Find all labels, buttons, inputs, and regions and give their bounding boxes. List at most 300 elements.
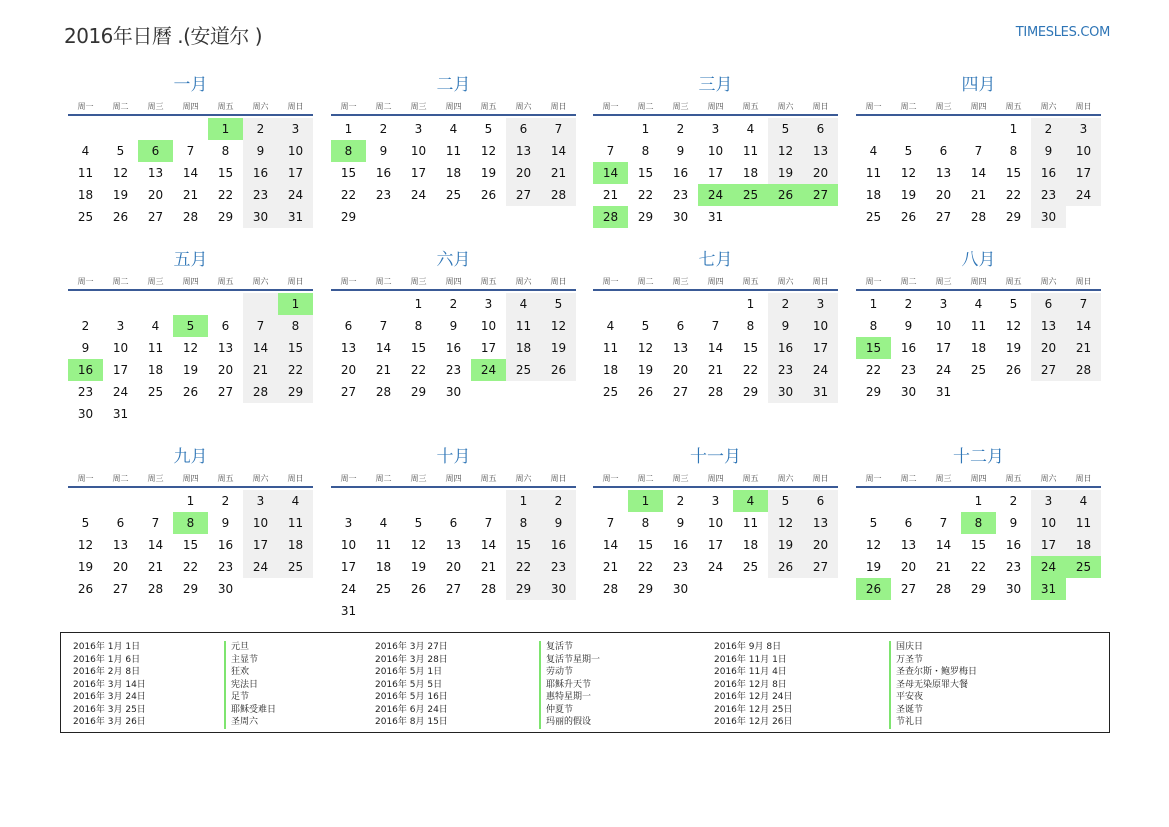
day-cell: 30	[777, 385, 794, 399]
day-cell: 8	[221, 144, 230, 158]
day-cell: 22	[217, 188, 234, 202]
day-cell: 3	[939, 297, 948, 311]
day-cell: 9	[904, 319, 913, 333]
day-cell: 3	[816, 297, 825, 311]
day-cell: 7	[974, 144, 983, 158]
day-cell: 14	[480, 538, 497, 552]
day-cell: 3	[1044, 494, 1053, 508]
day-cell: 25	[515, 363, 532, 377]
day-cell: 3	[711, 122, 720, 136]
month-name: 十一月	[690, 447, 741, 467]
day-cell: 29	[742, 385, 759, 399]
day-cell: 6	[939, 144, 948, 158]
day-cell: 21	[602, 188, 619, 202]
day-cell: 8	[1009, 144, 1018, 158]
weekday-label: 周三	[147, 102, 164, 111]
month-name: 十月	[436, 447, 471, 467]
day-cell: 8	[641, 144, 650, 158]
day-cell: 19	[480, 166, 497, 180]
day-cell: 29	[515, 582, 532, 596]
day-cell: 27	[812, 560, 829, 574]
day-cell: 21	[375, 363, 392, 377]
site-logo[interactable]: TIMESLES.COM	[1015, 25, 1110, 40]
weekday-label: 周五	[742, 277, 759, 286]
day-cell: 3	[711, 494, 720, 508]
day-cell: 22	[1005, 188, 1022, 202]
weekday-label: 周五	[217, 277, 234, 286]
day-cell: 31	[287, 210, 304, 224]
holiday-day-cell: 1	[208, 118, 243, 140]
day-cell: 26	[550, 363, 567, 377]
day-cell: 10	[812, 319, 829, 333]
weekday-label: 周一	[865, 474, 882, 483]
day-cell: 26	[900, 210, 917, 224]
day-cell: 17	[812, 341, 829, 355]
weekday-label: 周三	[410, 277, 427, 286]
holiday-day-cell: 24	[1031, 556, 1066, 578]
weekday-rule	[68, 289, 313, 291]
weekday-label: 周六	[515, 102, 532, 111]
holiday-name: 元旦	[231, 642, 250, 652]
day-cell: 4	[606, 319, 615, 333]
day-cell: 11	[742, 516, 759, 530]
weekday-label: 周三	[147, 474, 164, 483]
day-cell: 26	[112, 210, 129, 224]
page-title: 2016年日曆 .(安道尔 )	[64, 24, 263, 48]
day-cell: 20	[147, 188, 164, 202]
day-cell: 8	[291, 319, 300, 333]
holiday-date: 2016年 9月 8日	[714, 642, 782, 652]
holiday-date: 2016年 3月 24日	[73, 692, 146, 702]
weekday-label: 周六	[252, 277, 269, 286]
day-cell: 9	[379, 144, 388, 158]
weekday-label: 周日	[1075, 277, 1092, 286]
holiday-name: 玛丽的假设	[546, 717, 592, 727]
day-cell: 8	[414, 319, 423, 333]
day-cell: 17	[935, 341, 952, 355]
day-cell: 5	[641, 319, 650, 333]
day-cell: 1	[641, 122, 650, 136]
day-cell: 24	[252, 560, 269, 574]
day-cell: 5	[781, 494, 790, 508]
holiday-name: 复活节星期一	[546, 654, 601, 665]
holiday-date: 2016年 5月 16日	[375, 692, 448, 702]
day-cell: 27	[900, 582, 917, 596]
day-cell: 13	[445, 538, 462, 552]
day-cell: 15	[340, 166, 357, 180]
weekday-label: 周六	[252, 474, 269, 483]
day-cell: 27	[515, 188, 532, 202]
day-cell: 7	[379, 319, 388, 333]
day-cell: 21	[147, 560, 164, 574]
weekday-label: 周一	[340, 277, 357, 286]
weekday-label: 周日	[550, 474, 567, 483]
day-cell: 14	[935, 538, 952, 552]
day-cell: 16	[252, 166, 269, 180]
month-name: 六月	[436, 250, 471, 270]
day-cell: 18	[602, 363, 619, 377]
day-cell: 20	[445, 560, 462, 574]
weekday-label: 周六	[252, 102, 269, 111]
holiday-name: 仲夏节	[546, 704, 574, 715]
weekday-label: 周三	[935, 474, 952, 483]
weekday-label: 周二	[375, 277, 392, 286]
weekday-label: 周四	[970, 102, 987, 111]
day-cell: 13	[812, 516, 829, 530]
day-cell: 25	[445, 188, 462, 202]
weekday-label: 周五	[742, 474, 759, 483]
holiday-date: 2016年 3月 26日	[73, 717, 146, 727]
day-cell: 12	[777, 516, 794, 530]
day-cell: 10	[1040, 516, 1057, 530]
day-cell: 30	[900, 385, 917, 399]
day-cell: 25	[147, 385, 164, 399]
day-cell: 5	[904, 144, 913, 158]
weekday-rule	[856, 289, 1101, 291]
day-cell: 28	[182, 210, 199, 224]
day-cell: 10	[410, 144, 427, 158]
holiday-day-cell: 5	[173, 315, 208, 337]
month-name: 一月	[173, 75, 208, 95]
day-cell: 17	[480, 341, 497, 355]
day-cell: 20	[112, 560, 129, 574]
day-cell: 22	[410, 363, 427, 377]
weekday-label: 周四	[707, 102, 724, 111]
holiday-name: 耶稣受难日	[231, 704, 277, 715]
month-name: 五月	[173, 250, 208, 270]
holiday-name: 惠特星期一	[546, 692, 592, 702]
holiday-name: 耶稣升天节	[546, 679, 592, 690]
day-cell: 19	[410, 560, 427, 574]
day-cell: 28	[375, 385, 392, 399]
weekday-rule	[593, 486, 838, 488]
day-cell: 2	[221, 494, 230, 508]
day-cell: 7	[606, 144, 615, 158]
day-cell: 21	[480, 560, 497, 574]
holiday-name: 圣查尔斯・鲍罗梅日	[896, 667, 978, 677]
day-cell: 28	[252, 385, 269, 399]
day-cell: 21	[550, 166, 567, 180]
weekday-label: 周五	[1005, 277, 1022, 286]
day-cell: 10	[340, 538, 357, 552]
day-cell: 30	[77, 407, 94, 421]
weekday-label: 周六	[777, 474, 794, 483]
day-cell: 30	[672, 582, 689, 596]
holiday-list	[60, 632, 1110, 733]
weekday-label: 周日	[812, 474, 829, 483]
day-cell: 30	[672, 210, 689, 224]
holiday-name: 圣周六	[231, 717, 259, 727]
holiday-day-cell: 24	[698, 184, 733, 206]
day-cell: 30	[550, 582, 567, 596]
holiday-date: 2016年 12月 25日	[714, 704, 793, 715]
day-cell: 31	[812, 385, 829, 399]
day-cell: 4	[379, 516, 388, 530]
day-cell: 13	[217, 341, 234, 355]
weekday-label: 周五	[1005, 474, 1022, 483]
day-cell: 4	[81, 144, 90, 158]
day-cell: 27	[445, 582, 462, 596]
weekday-label: 周四	[182, 277, 199, 286]
holiday-name: 万圣节	[896, 654, 924, 665]
month-name: 九月	[173, 447, 208, 467]
weekday-label: 周三	[410, 102, 427, 111]
weekday-label: 周五	[742, 102, 759, 111]
weekday-label: 周二	[900, 102, 917, 111]
day-cell: 17	[340, 560, 357, 574]
day-cell: 18	[445, 166, 462, 180]
weekday-label: 周日	[287, 102, 304, 111]
day-cell: 5	[781, 122, 790, 136]
day-cell: 7	[606, 516, 615, 530]
weekday-label: 周三	[672, 102, 689, 111]
weekday-label: 周日	[287, 277, 304, 286]
day-cell: 1	[1009, 122, 1018, 136]
day-cell: 28	[935, 582, 952, 596]
day-cell: 18	[287, 538, 304, 552]
weekday-label: 周五	[217, 474, 234, 483]
holiday-dates-col-3	[714, 641, 793, 729]
day-cell: 27	[217, 385, 234, 399]
day-cell: 27	[112, 582, 129, 596]
day-cell: 2	[554, 494, 563, 508]
weekday-rule	[593, 289, 838, 291]
day-cell: 16	[777, 341, 794, 355]
day-cell: 29	[865, 385, 882, 399]
day-cell: 6	[449, 516, 458, 530]
day-cell: 7	[484, 516, 493, 530]
day-cell: 22	[287, 363, 304, 377]
day-cell: 1	[974, 494, 983, 508]
day-cell: 17	[1075, 166, 1092, 180]
day-cell: 22	[970, 560, 987, 574]
day-cell: 19	[1005, 341, 1022, 355]
weekday-label: 周五	[1005, 102, 1022, 111]
day-cell: 29	[970, 582, 987, 596]
day-cell: 16	[1005, 538, 1022, 552]
holiday-day-cell: 28	[593, 206, 628, 228]
day-cell: 7	[151, 516, 160, 530]
day-cell: 6	[904, 516, 913, 530]
day-cell: 17	[252, 538, 269, 552]
day-cell: 17	[287, 166, 304, 180]
day-cell: 20	[515, 166, 532, 180]
day-cell: 4	[974, 297, 983, 311]
day-cell: 22	[865, 363, 882, 377]
day-cell: 27	[147, 210, 164, 224]
day-cell: 14	[550, 144, 567, 158]
day-cell: 9	[449, 319, 458, 333]
holiday-name: 劳动节	[546, 667, 574, 677]
weekday-label: 周四	[182, 474, 199, 483]
day-cell: 23	[672, 560, 689, 574]
day-cell: 20	[340, 363, 357, 377]
day-cell: 3	[414, 122, 423, 136]
weekday-label: 周五	[217, 102, 234, 111]
day-cell: 1	[746, 297, 755, 311]
day-cell: 20	[217, 363, 234, 377]
holiday-name: 复活节	[546, 642, 574, 652]
weekday-label: 周四	[445, 102, 462, 111]
holiday-date: 2016年 3月 25日	[73, 704, 146, 715]
day-cell: 2	[676, 122, 685, 136]
weekday-label: 周三	[672, 277, 689, 286]
day-cell: 6	[116, 516, 125, 530]
day-cell: 16	[672, 538, 689, 552]
day-cell: 11	[147, 341, 164, 355]
holiday-name: 圣诞节	[896, 704, 924, 715]
day-cell: 11	[445, 144, 462, 158]
day-cell: 8	[746, 319, 755, 333]
day-cell: 25	[77, 210, 94, 224]
holiday-date: 2016年 1月 1日	[73, 642, 141, 652]
weekday-label: 周二	[900, 474, 917, 483]
day-cell: 15	[217, 166, 234, 180]
day-cell: 25	[865, 210, 882, 224]
day-cell: 6	[816, 494, 825, 508]
day-cell: 13	[112, 538, 129, 552]
day-cell: 12	[77, 538, 94, 552]
weekday-label: 周日	[550, 102, 567, 111]
day-cell: 11	[970, 319, 987, 333]
day-cell: 10	[252, 516, 269, 530]
holiday-names-col-3	[889, 641, 977, 729]
weekday-rule	[68, 486, 313, 488]
day-cell: 30	[217, 582, 234, 596]
day-cell: 18	[77, 188, 94, 202]
day-cell: 3	[116, 319, 125, 333]
weekday-label: 周三	[935, 102, 952, 111]
weekday-label: 周四	[445, 277, 462, 286]
day-cell: 12	[112, 166, 129, 180]
day-cell: 23	[777, 363, 794, 377]
weekday-label: 周三	[935, 277, 952, 286]
day-cell: 17	[410, 166, 427, 180]
weekday-label: 周二	[112, 102, 129, 111]
holiday-day-cell: 15	[856, 337, 891, 359]
holiday-date: 2016年 3月 27日	[375, 642, 448, 652]
weekday-label: 周四	[970, 277, 987, 286]
day-cell: 11	[77, 166, 94, 180]
day-cell: 17	[112, 363, 129, 377]
holiday-date: 2016年 12月 8日	[714, 679, 787, 690]
day-cell: 20	[812, 538, 829, 552]
holiday-name: 狂欢	[231, 667, 250, 677]
day-cell: 20	[812, 166, 829, 180]
day-cell: 16	[375, 166, 392, 180]
weekday-rule	[593, 114, 838, 116]
day-cell: 27	[935, 210, 952, 224]
month-name: 二月	[436, 75, 471, 95]
day-cell: 25	[287, 560, 304, 574]
day-cell: 17	[707, 166, 724, 180]
holiday-day-cell: 27	[803, 184, 838, 206]
day-cell: 21	[1075, 341, 1092, 355]
day-cell: 28	[550, 188, 567, 202]
holiday-dates-col-2	[375, 641, 448, 729]
holiday-date: 2016年 1月 6日	[73, 654, 141, 665]
day-cell: 13	[1040, 319, 1057, 333]
day-cell: 13	[515, 144, 532, 158]
day-cell: 23	[1040, 188, 1057, 202]
day-cell: 22	[637, 188, 654, 202]
day-cell: 3	[344, 516, 353, 530]
day-cell: 26	[637, 385, 654, 399]
holiday-name: 圣母无染原罪大餐	[896, 679, 969, 690]
day-cell: 9	[676, 144, 685, 158]
day-cell: 20	[1040, 341, 1057, 355]
day-cell: 4	[519, 297, 528, 311]
day-cell: 18	[970, 341, 987, 355]
day-cell: 15	[410, 341, 427, 355]
weekday-label: 周日	[1075, 474, 1092, 483]
day-cell: 31	[935, 385, 952, 399]
day-cell: 10	[287, 144, 304, 158]
day-cell: 4	[869, 144, 878, 158]
day-cell: 29	[1005, 210, 1022, 224]
day-cell: 21	[707, 363, 724, 377]
day-cell: 25	[602, 385, 619, 399]
day-cell: 24	[935, 363, 952, 377]
day-cell: 13	[340, 341, 357, 355]
weekday-label: 周一	[865, 102, 882, 111]
day-cell: 1	[186, 494, 195, 508]
day-cell: 12	[182, 341, 199, 355]
weekday-label: 周日	[287, 474, 304, 483]
day-cell: 24	[410, 188, 427, 202]
day-cell: 2	[1044, 122, 1053, 136]
day-cell: 5	[414, 516, 423, 530]
day-cell: 26	[410, 582, 427, 596]
holiday-day-cell: 14	[593, 162, 628, 184]
month-name: 三月	[698, 75, 733, 95]
day-cell: 10	[480, 319, 497, 333]
day-cell: 19	[112, 188, 129, 202]
day-cell: 23	[252, 188, 269, 202]
weekday-label: 周四	[707, 474, 724, 483]
day-cell: 25	[742, 560, 759, 574]
day-cell: 19	[900, 188, 917, 202]
weekday-label: 周三	[147, 277, 164, 286]
weekday-label: 周日	[1075, 102, 1092, 111]
weekday-label: 周三	[672, 474, 689, 483]
weekday-label: 周四	[970, 474, 987, 483]
day-cell: 12	[480, 144, 497, 158]
day-cell: 12	[637, 341, 654, 355]
day-cell: 29	[637, 210, 654, 224]
holiday-day-cell: 26	[856, 578, 891, 600]
day-cell: 31	[112, 407, 129, 421]
weekday-label: 周日	[812, 277, 829, 286]
day-cell: 11	[742, 144, 759, 158]
day-cell: 5	[484, 122, 493, 136]
weekday-label: 周日	[550, 277, 567, 286]
day-cell: 4	[746, 122, 755, 136]
day-cell: 29	[340, 210, 357, 224]
day-cell: 6	[1044, 297, 1053, 311]
day-cell: 2	[379, 122, 388, 136]
day-cell: 5	[869, 516, 878, 530]
day-cell: 9	[256, 144, 265, 158]
holiday-day-cell: 1	[278, 293, 313, 315]
weekday-label: 周二	[900, 277, 917, 286]
day-cell: 2	[256, 122, 265, 136]
day-cell: 24	[707, 560, 724, 574]
day-cell: 30	[445, 385, 462, 399]
day-cell: 23	[217, 560, 234, 574]
holiday-date: 2016年 12月 24日	[714, 692, 793, 702]
day-cell: 28	[480, 582, 497, 596]
